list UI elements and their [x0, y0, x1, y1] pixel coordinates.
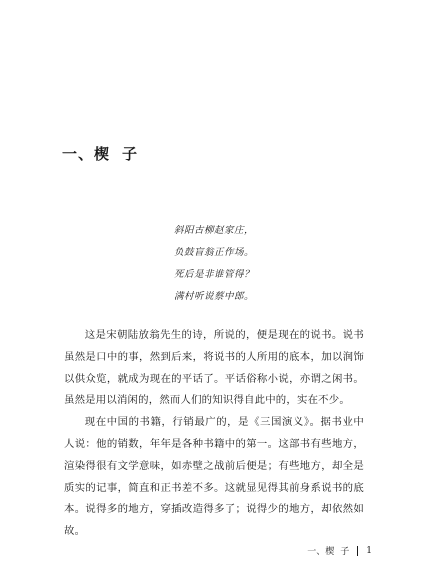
page-number: 1 [366, 545, 372, 556]
chapter-title-char-1: 楔 [94, 145, 111, 163]
running-title-part-1: 一、楔 [307, 547, 335, 557]
running-title-part-2: 子 [340, 547, 350, 557]
poem-line: 死后是非谁管得？ [174, 269, 255, 280]
chapter-title-char-2: 子 [122, 145, 139, 163]
poem-line: 负鼓盲翁正作场。 [174, 247, 255, 258]
poem-line: 斜阳古柳赵家庄， [174, 225, 255, 236]
body-text [64, 325, 364, 543]
chapter-number: 一、 [62, 145, 95, 163]
footer-divider [357, 546, 358, 556]
epigraph-poem [174, 220, 334, 308]
paragraph: 现在中国的书籍，行销最广的，是《三国演义》。据书业中人说：他的销数，年年是各种书籍中的第一。这部书有些地方，渲染得很有文学意味，如赤壁之战前后便是；有些地方，却全是质实的记事，简直和正书差不多。这就显见得其前身系说书的底本。说得多的地方，穿插改造得多了；说得少的地方，却依然如故。 [64, 416, 364, 538]
poem-line: 满村听说蔡中郎。 [174, 291, 255, 302]
chapter-title [62, 143, 138, 164]
paragraph: 这是宋朝陆放翁先生的诗，所说的，便是现在的说书。说书虽然是口中的事，然到后来，将说书的人所用的底本，加以润饰以供众览，就成为现在的平话了。平话俗称小说，亦谓之闲书。虽然是用以消闲的，然而人们的知识得自此中的，实在不少。 [64, 329, 364, 407]
page-footer [307, 544, 372, 557]
